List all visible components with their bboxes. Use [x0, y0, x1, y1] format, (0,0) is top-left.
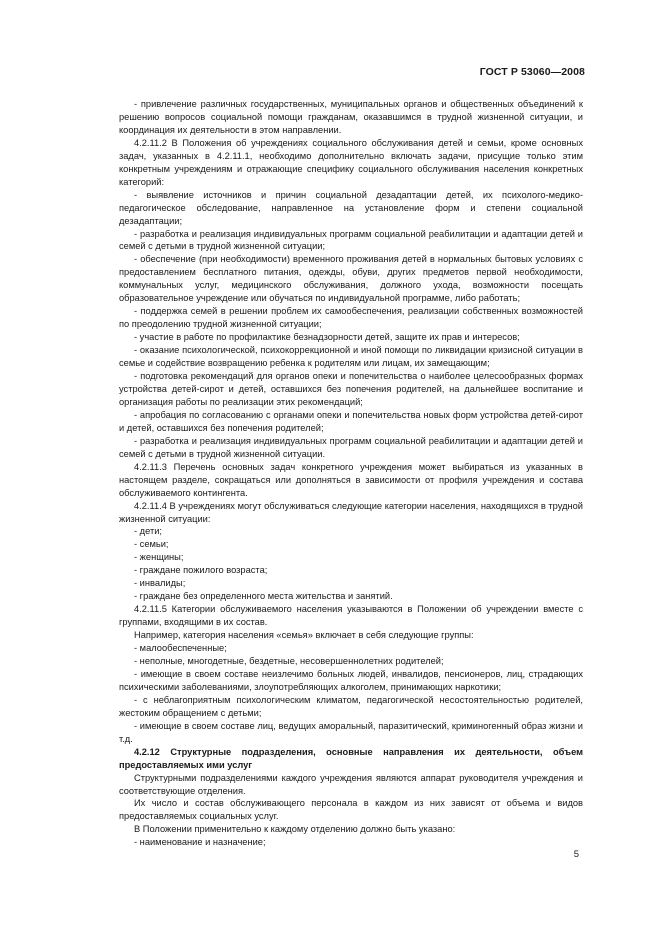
paragraph: - граждане без определенного места жительства и занятий.	[134, 591, 393, 602]
paragraph: - имеющие в своем составе лиц, ведущих аморальный, паразитический, криминогенный образ жизни и т.д.	[119, 720, 583, 744]
paragraph: - с неблагоприятным психологическим климатом, педагогической несостоятельностью родителей, жестоким обращением с детьми;	[119, 694, 583, 718]
paragraph: - неполные, многодетные, бездетные, несовершеннолетних родителей;	[134, 655, 444, 666]
paragraph: Например, категория населения «семья» включает в себя следующие группы:	[134, 630, 474, 641]
paragraph: - имеющие в своем составе неизлечимо больных людей, инвалидов, пенсионеров, лиц, страдающих психическими заболеваниями, злоупотребляющих алкоголем, принимающих наркотики;	[119, 668, 583, 692]
paragraph: Структурными подразделениями каждого учреждения являются аппарат руководителя учреждения и соответствующие отделения.	[119, 772, 583, 796]
paragraph: - обеспечение (при необходимости) временного проживания детей в нормальных бытовых условиях с предоставлением бесплатного питания, одежды, обуви, других предметов первой необходимости, коммунальных услуг, медицинского обслуживания, должного ухода, возможности посещать образовательное учреждение или обучаться по индивидуальной программе, либо работать;	[119, 254, 583, 304]
paragraph: - подготовка рекомендаций для органов опеки и попечительства о наиболее целесообразных формах устройства детей-сирот и детей, оставшихся без попечения родителей, на дальнейшее воспитание и организация работы по реализации этих рекомендаций;	[119, 371, 583, 407]
paragraph: - граждане пожилого возраста;	[134, 565, 268, 576]
document-body	[119, 98, 583, 849]
paragraph: 4.2.11.3 Перечень основных задач конкретного учреждения может выбираться из указанных в настоящем разделе, сокращаться или дополняться в зависимости от профиля учреждения и состава обслуживаемого контингента.	[119, 461, 583, 498]
paragraph: - выявление источников и причин социальной дезадаптации детей, их психолого-медико-педагогическое обследование, направленное на установление форм и степени социальной дезадаптации;	[119, 189, 583, 226]
paragraph: - женщины;	[134, 552, 184, 563]
section-heading: 4.2.12 Структурные подразделения, основные направления их деятельности, объем предоставляемых ими услуг	[119, 746, 583, 770]
paragraph: 4.2.11.2 В Положения об учреждениях социального обслуживания детей и семьи, кроме основных задач, указанных в 4.2.11.1, необходимо дополнительно включать задачи, присущие только этим конкретным учреждениям и отражающие специфику социального обслуживания населения конкретных категорий:	[119, 137, 583, 187]
document-header: ГОСТ Р 53060—2008	[479, 66, 585, 78]
paragraph: - малообеспеченные;	[134, 643, 227, 654]
paragraph: - поддержка семей в решении проблем их самообеспечения, реализации собственных возможностей по преодолению трудной жизненной ситуации;	[119, 306, 583, 330]
paragraph: - оказание психологической, психокоррекционной и иной помощи по ликвидации кризисной ситуации в семье и содействие возвращению ребенка к родителям или лицам, их замещающим;	[119, 345, 583, 369]
paragraph: Их число и состав обслуживающего персонала в каждом из них зависят от объема и видов предоставляемых социальных услуг.	[119, 798, 583, 822]
paragraph: - апробация по согласованию с органами опеки и попечительства новых форм устройства детей-сирот и детей, оставшихся без попечения родителей;	[119, 409, 583, 433]
paragraph: - дети;	[134, 526, 162, 537]
paragraph: В Положении применительно к каждому отделению должно быть указано:	[134, 824, 456, 835]
paragraph: - наименование и назначение;	[134, 837, 266, 848]
paragraph: 4.2.11.4 В учреждениях могут обслуживаться следующие категории населения, находящихся в трудной жизненной ситуации:	[119, 500, 583, 524]
paragraph: - семьи;	[134, 539, 169, 550]
paragraph: - разработка и реализация индивидуальных программ социальной реабилитации и адаптации детей и семей с детьми в трудной жизненной ситуации;	[119, 228, 583, 252]
page-number: 5	[573, 849, 579, 860]
paragraph: - инвалиды;	[134, 578, 186, 589]
paragraph: - привлечение различных государственных, муниципальных органов и общественных объединений к решению вопросов социальной помощи гражданам, оказавшимся в трудной жизненной ситуации, и координация их деятельности в этом направлении.	[119, 99, 583, 135]
paragraph: - разработка и реализация индивидуальных программ социальной реабилитации и адаптации детей и семей с детьми в трудной жизненной ситуации.	[119, 435, 583, 459]
paragraph: - участие в работе по профилактике безнадзорности детей, защите их прав и интересов;	[134, 332, 520, 343]
paragraph: 4.2.11.5 Категории обслуживаемого населения указываются в Положении об учреждении вместе с группами, входящими в их состав.	[119, 604, 583, 628]
